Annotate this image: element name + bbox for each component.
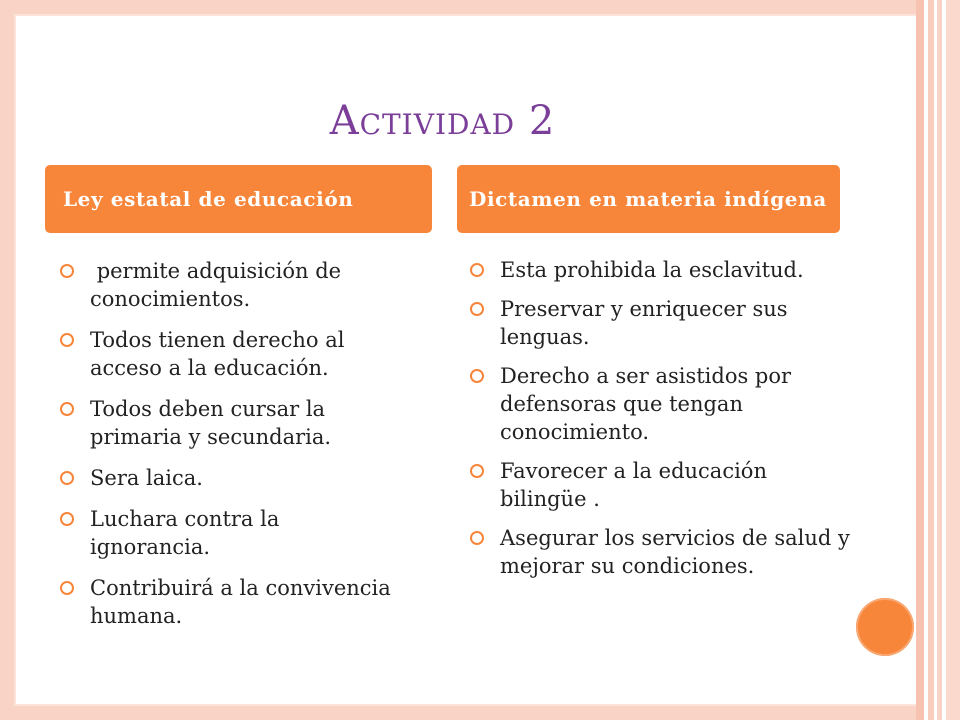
frame-inner-line-bottom (14, 704, 916, 706)
circle-bullet-icon (60, 402, 74, 416)
circle-bullet-icon (60, 333, 74, 347)
list-item: Asegurar los servicios de salud y mejorar su condiciones. (470, 524, 850, 580)
frame-top-border (0, 0, 916, 14)
circle-bullet-icon (470, 263, 484, 277)
list-item: Esta prohibida la esclavitud. (470, 256, 850, 284)
list-item: permite adquisición de conocimientos. (60, 257, 395, 313)
list-item: Favorecer a la educación bilingüe . (470, 457, 850, 513)
left-column-header (45, 165, 432, 233)
circle-bullet-icon (60, 471, 74, 485)
right-column-header (457, 165, 840, 233)
left-column-list (60, 257, 395, 643)
frame-bottom-border (0, 706, 916, 720)
frame-inner-line-top (14, 14, 916, 16)
circle-bullet-icon (470, 369, 484, 383)
list-item: Todos tienen derecho al acceso a la educación. (60, 326, 395, 382)
list-item: Contribuirá a la convivencia humana. (60, 574, 395, 630)
right-column-header-label: Dictamen en materia indígena (469, 187, 827, 211)
circle-bullet-icon (470, 531, 484, 545)
list-item: Todos deben cursar la primaria y secundaria. (60, 395, 395, 451)
list-item: Sera laica. (60, 464, 395, 492)
circle-bullet-icon (60, 264, 74, 278)
decorative-stripe (916, 0, 924, 720)
slide-title: Actividad 2 (329, 98, 556, 144)
list-item: Preservar y enriquecer sus lenguas. (470, 295, 850, 351)
list-item: Luchara contra la ignorancia. (60, 505, 395, 561)
circle-bullet-icon (470, 464, 484, 478)
decorative-circle (856, 598, 914, 656)
circle-bullet-icon (470, 302, 484, 316)
list-item: Derecho a ser asistidos por defensoras que tengan conocimiento. (470, 362, 850, 446)
circle-bullet-icon (60, 512, 74, 526)
left-column-header-label: Ley estatal de educación (63, 187, 354, 211)
right-column-list (470, 256, 850, 591)
decorative-stripe (946, 0, 960, 720)
circle-bullet-icon (60, 581, 74, 595)
